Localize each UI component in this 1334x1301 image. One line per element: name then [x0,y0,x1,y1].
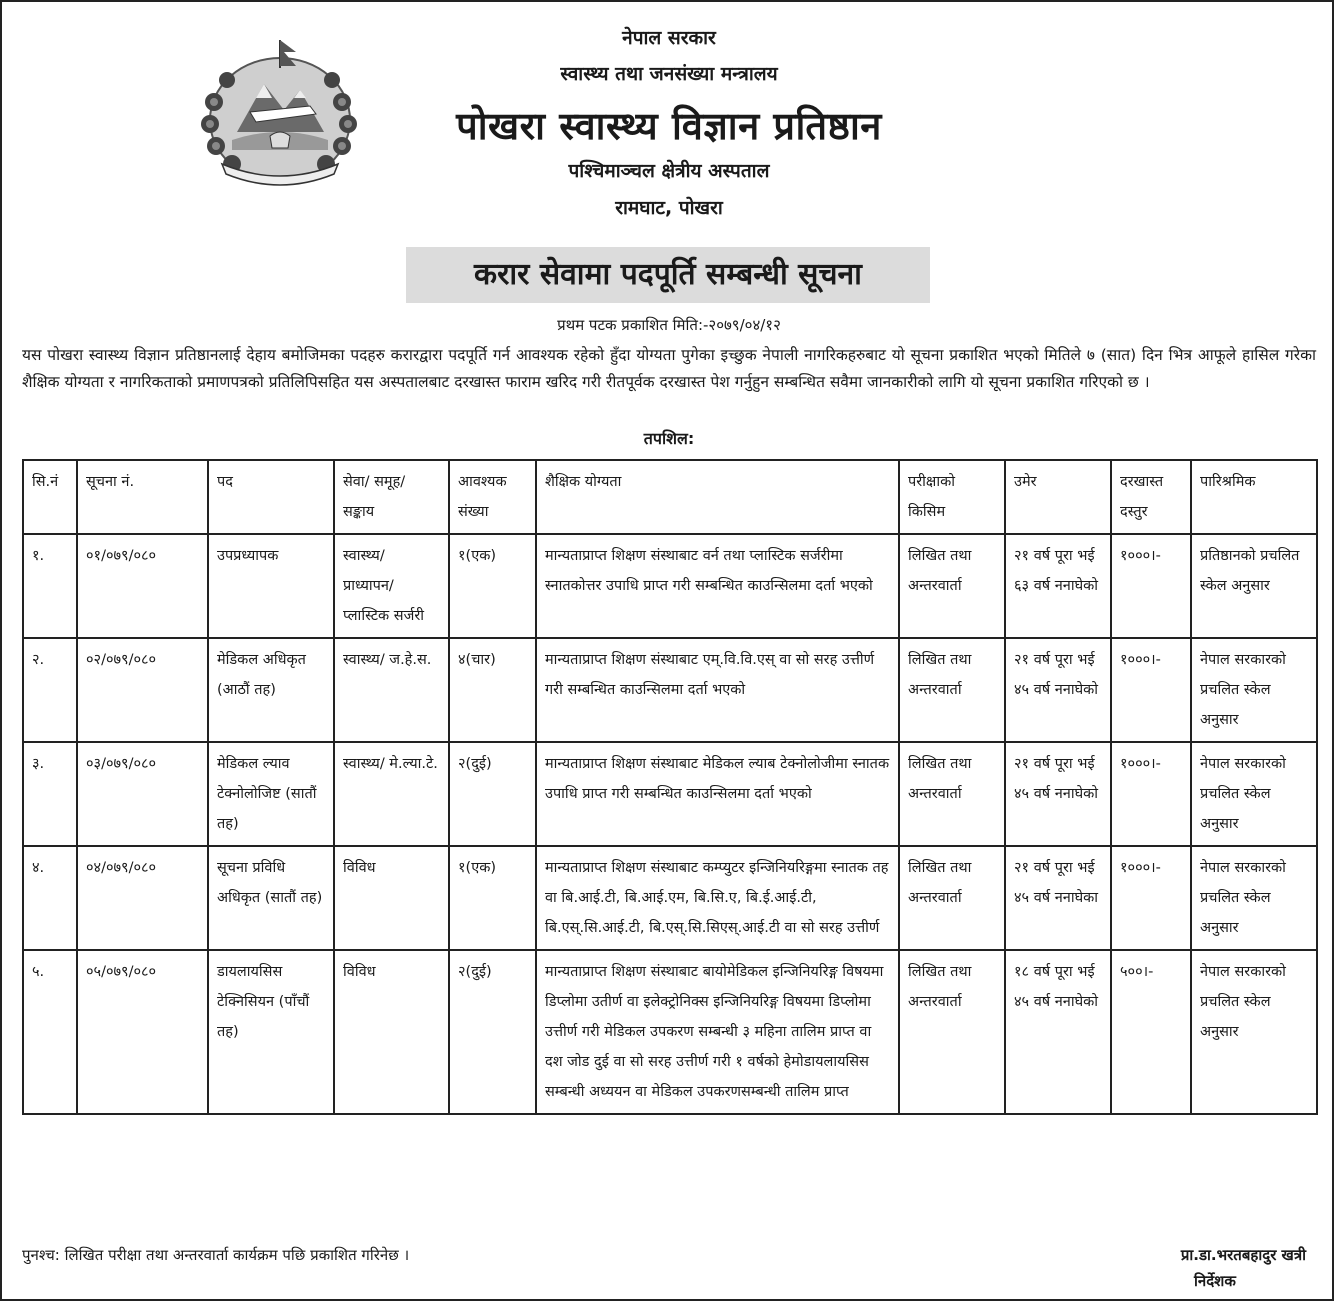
cell-fee: १०००।- [1111,534,1191,638]
header-required: आवश्यक संख्या [449,460,536,534]
header-notice-no: सूचना नं. [77,460,208,534]
cell-age: १८ वर्ष पूरा भई ४५ वर्ष ननाघेको [1005,950,1111,1114]
cell-required: १(एक) [449,534,536,638]
published-date: प्रथम पटक प्रकाशित मिति:-२०७९/०४/१२ [557,316,781,334]
cell-exam: लिखित तथा अन्तरवार्ता [899,534,1005,638]
table-row [23,950,1317,1114]
cell-fee: १०००।- [1111,846,1191,950]
cell-exam: लिखित तथा अन्तरवार्ता [899,638,1005,742]
table-header-row [23,460,1317,534]
cell-notice-no: ०३/०७९/०८० [77,742,208,846]
cell-notice-no: ०२/०७९/०८० [77,638,208,742]
cell-post: मेडिकल अधिकृत (आठौं तह) [208,638,334,742]
header-sn: सि.नं [23,460,77,534]
cell-qualification: मान्यताप्राप्त शिक्षण संस्थाबाट कम्प्युटर इन्जिनियरिङ्गमा स्नातक तह वा बि.आई.टी, बि.आई.एम, बि.सि.ए, बि.ई.आई.टी, बि.एस्.सि.आई.टी, बि.एस्.सि.सिएस्.आई.टी वा सो सरह उत्तीर्ण [536,846,899,950]
government-heading: नेपाल सरकार [622,27,716,49]
cell-age: २१ वर्ष पूरा भई ४५ वर्ष ननाघेको [1005,742,1111,846]
cell-exam: लिखित तथा अन्तरवार्ता [899,742,1005,846]
schedule-label: तपशिल: [643,429,695,448]
cell-qualification: मान्यताप्राप्त शिक्षण संस्थाबाट बायोमेडिकल इन्जिनियरिङ्ग विषयमा डिप्लोमा उतीर्ण वा इलेक्ट्रोनिक्स इन्जिनियरिङ्ग विषयमा डिप्लोमा उत्तीर्ण गरी मेडिकल उपकरण सम्बन्धी ३ महिना तालिम प्राप्त वा दश जोड दुई वा सो सरह उत्तीर्ण गरी १ वर्षको हेमोडायलायसिस सम्बन्धी अध्ययन वा मेडिकल उपकरणसम्बन्धी तालिम प्राप्त [536,950,899,1114]
cell-notice-no: ०१/०७९/०८० [77,534,208,638]
cell-age: २१ वर्ष पूरा भई ६३ वर्ष ननाघेको [1005,534,1111,638]
cell-required: १(एक) [449,846,536,950]
cell-sn: ५. [23,950,77,1114]
cell-exam: लिखित तथा अन्तरवार्ता [899,950,1005,1114]
cell-required: ४(चार) [449,638,536,742]
header-service: सेवा/ समूह/ सङ्काय [334,460,449,534]
header-remuneration: पारिश्रमिक [1191,460,1317,534]
cell-post: डायलायसिस टेक्निसियन (पाँचौं तह) [208,950,334,1114]
cell-age: २१ वर्ष पूरा भई ४५ वर्ष ननाघेको [1005,638,1111,742]
header-exam: परीक्षाको किसिम [899,460,1005,534]
cell-sn: २. [23,638,77,742]
cell-notice-no: ०५/०७९/०८० [77,950,208,1114]
cell-post: उपप्रध्यापक [208,534,334,638]
header-fee: दरखास्त दस्तुर [1111,460,1191,534]
signatory-title: निर्देशक [1194,1272,1236,1290]
table-row [23,742,1317,846]
cell-post: मेडिकल ल्याव टेक्नोलोजिष्ट (सातौं तह) [208,742,334,846]
cell-remuneration: नेपाल सरकारको प्रचलित स्केल अनुसार [1191,950,1317,1114]
address-heading: रामघाट, पोखरा [615,197,723,219]
cell-service: स्वास्थ्य/ प्राध्यापन/ प्लास्टिक सर्जरी [334,534,449,638]
notice-intro: यस पोखरा स्वास्थ्य विज्ञान प्रतिष्ठानलाई देहाय बमोजिमका पदहरु करारद्वारा पदपूर्ति गर्न आवश्यक रहेको हुँदा योग्यता पुगेका इच्छुक नेपाली नागरिकहरुबाट यो सूचना प्रकाशित भएको मितिले ७ (सात) दिन भित्र आफूले हासिल गरेका शैक्षिक योग्यता र नागरिकताको प्रमाणपत्रको प्रतिलिपिसहित यस अस्पतालबाट दरखास्त फाराम खरिद गरी रीतपूर्वक दरखास्त पेश गर्नुहुन सम्बन्धित सवैमा जानकारीको लागि यो सूचना प्रकाशित गरिएको छ । [22,346,1316,391]
cell-sn: ४. [23,846,77,950]
table-row [23,534,1317,638]
institution-title: पोखरा स्वास्थ्य विज्ञान प्रतिष्ठान [456,104,882,148]
table-row [23,638,1317,742]
footnote: पुनश्च: लिखित परीक्षा तथा अन्तरवार्ता कार्यक्रम पछि प्रकाशित गरिनेछ । [22,1246,410,1264]
notice-title: करार सेवामा पदपूर्ति सम्बन्धी सूचना [406,247,930,303]
cell-fee: १०००।- [1111,742,1191,846]
cell-service: स्वास्थ्य/ ज.हे.स. [334,638,449,742]
cell-fee: १०००।- [1111,638,1191,742]
table-row [23,846,1317,950]
cell-sn: ३. [23,742,77,846]
cell-age: २१ वर्ष पूरा भई ४५ वर्ष ननाघेका [1005,846,1111,950]
cell-post: सूचना प्रविधि अधिकृत (सातौं तह) [208,846,334,950]
header-age: उमेर [1005,460,1111,534]
cell-qualification: मान्यताप्राप्त शिक्षण संस्थाबाट मेडिकल ल्याब टेक्नोलोजीमा स्नातक उपाधि प्राप्त गरी सम्बन्धित काउन्सिलमा दर्ता भएको [536,742,899,846]
cell-qualification: मान्यताप्राप्त शिक्षण संस्थाबाट वर्न तथा प्लास्टिक सर्जरीमा स्नातकोत्तर उपाधि प्राप्त गरी सम्बन्धित काउन्सिलमा दर्ता भएको [536,534,899,638]
vacancy-table [22,459,1318,1115]
hospital-heading: पश्चिमाञ्चल क्षेत्रीय अस्पताल [568,160,770,182]
signatory-name: प्रा.डा.भरतबहादुर खत्री [1180,1246,1306,1264]
cell-required: २(दुई) [449,742,536,846]
cell-remuneration: नेपाल सरकारको प्रचलित स्केल अनुसार [1191,846,1317,950]
cell-exam: लिखित तथा अन्तरवार्ता [899,846,1005,950]
cell-remuneration: नेपाल सरकारको प्रचलित स्केल अनुसार [1191,638,1317,742]
cell-required: २(दुई) [449,950,536,1114]
cell-service: विविध [334,846,449,950]
header-qualification: शैक्षिक योग्यता [536,460,899,534]
cell-service: विविध [334,950,449,1114]
cell-sn: १. [23,534,77,638]
cell-qualification: मान्यताप्राप्त शिक्षण संस्थाबाट एम्.वि.वि.एस् वा सो सरह उत्तीर्ण गरी सम्बन्धित काउन्सिलमा दर्ता भएको [536,638,899,742]
cell-service: स्वास्थ्य/ मे.ल्या.टे. [334,742,449,846]
header-post: पद [208,460,334,534]
cell-remuneration: प्रतिष्ठानको प्रचलित स्केल अनुसार [1191,534,1317,638]
cell-fee: ५००।- [1111,950,1191,1114]
ministry-heading: स्वास्थ्य तथा जनसंख्या मन्त्रालय [560,63,778,85]
cell-notice-no: ०४/०७९/०८० [77,846,208,950]
cell-remuneration: नेपाल सरकारको प्रचलित स्केल अनुसार [1191,742,1317,846]
